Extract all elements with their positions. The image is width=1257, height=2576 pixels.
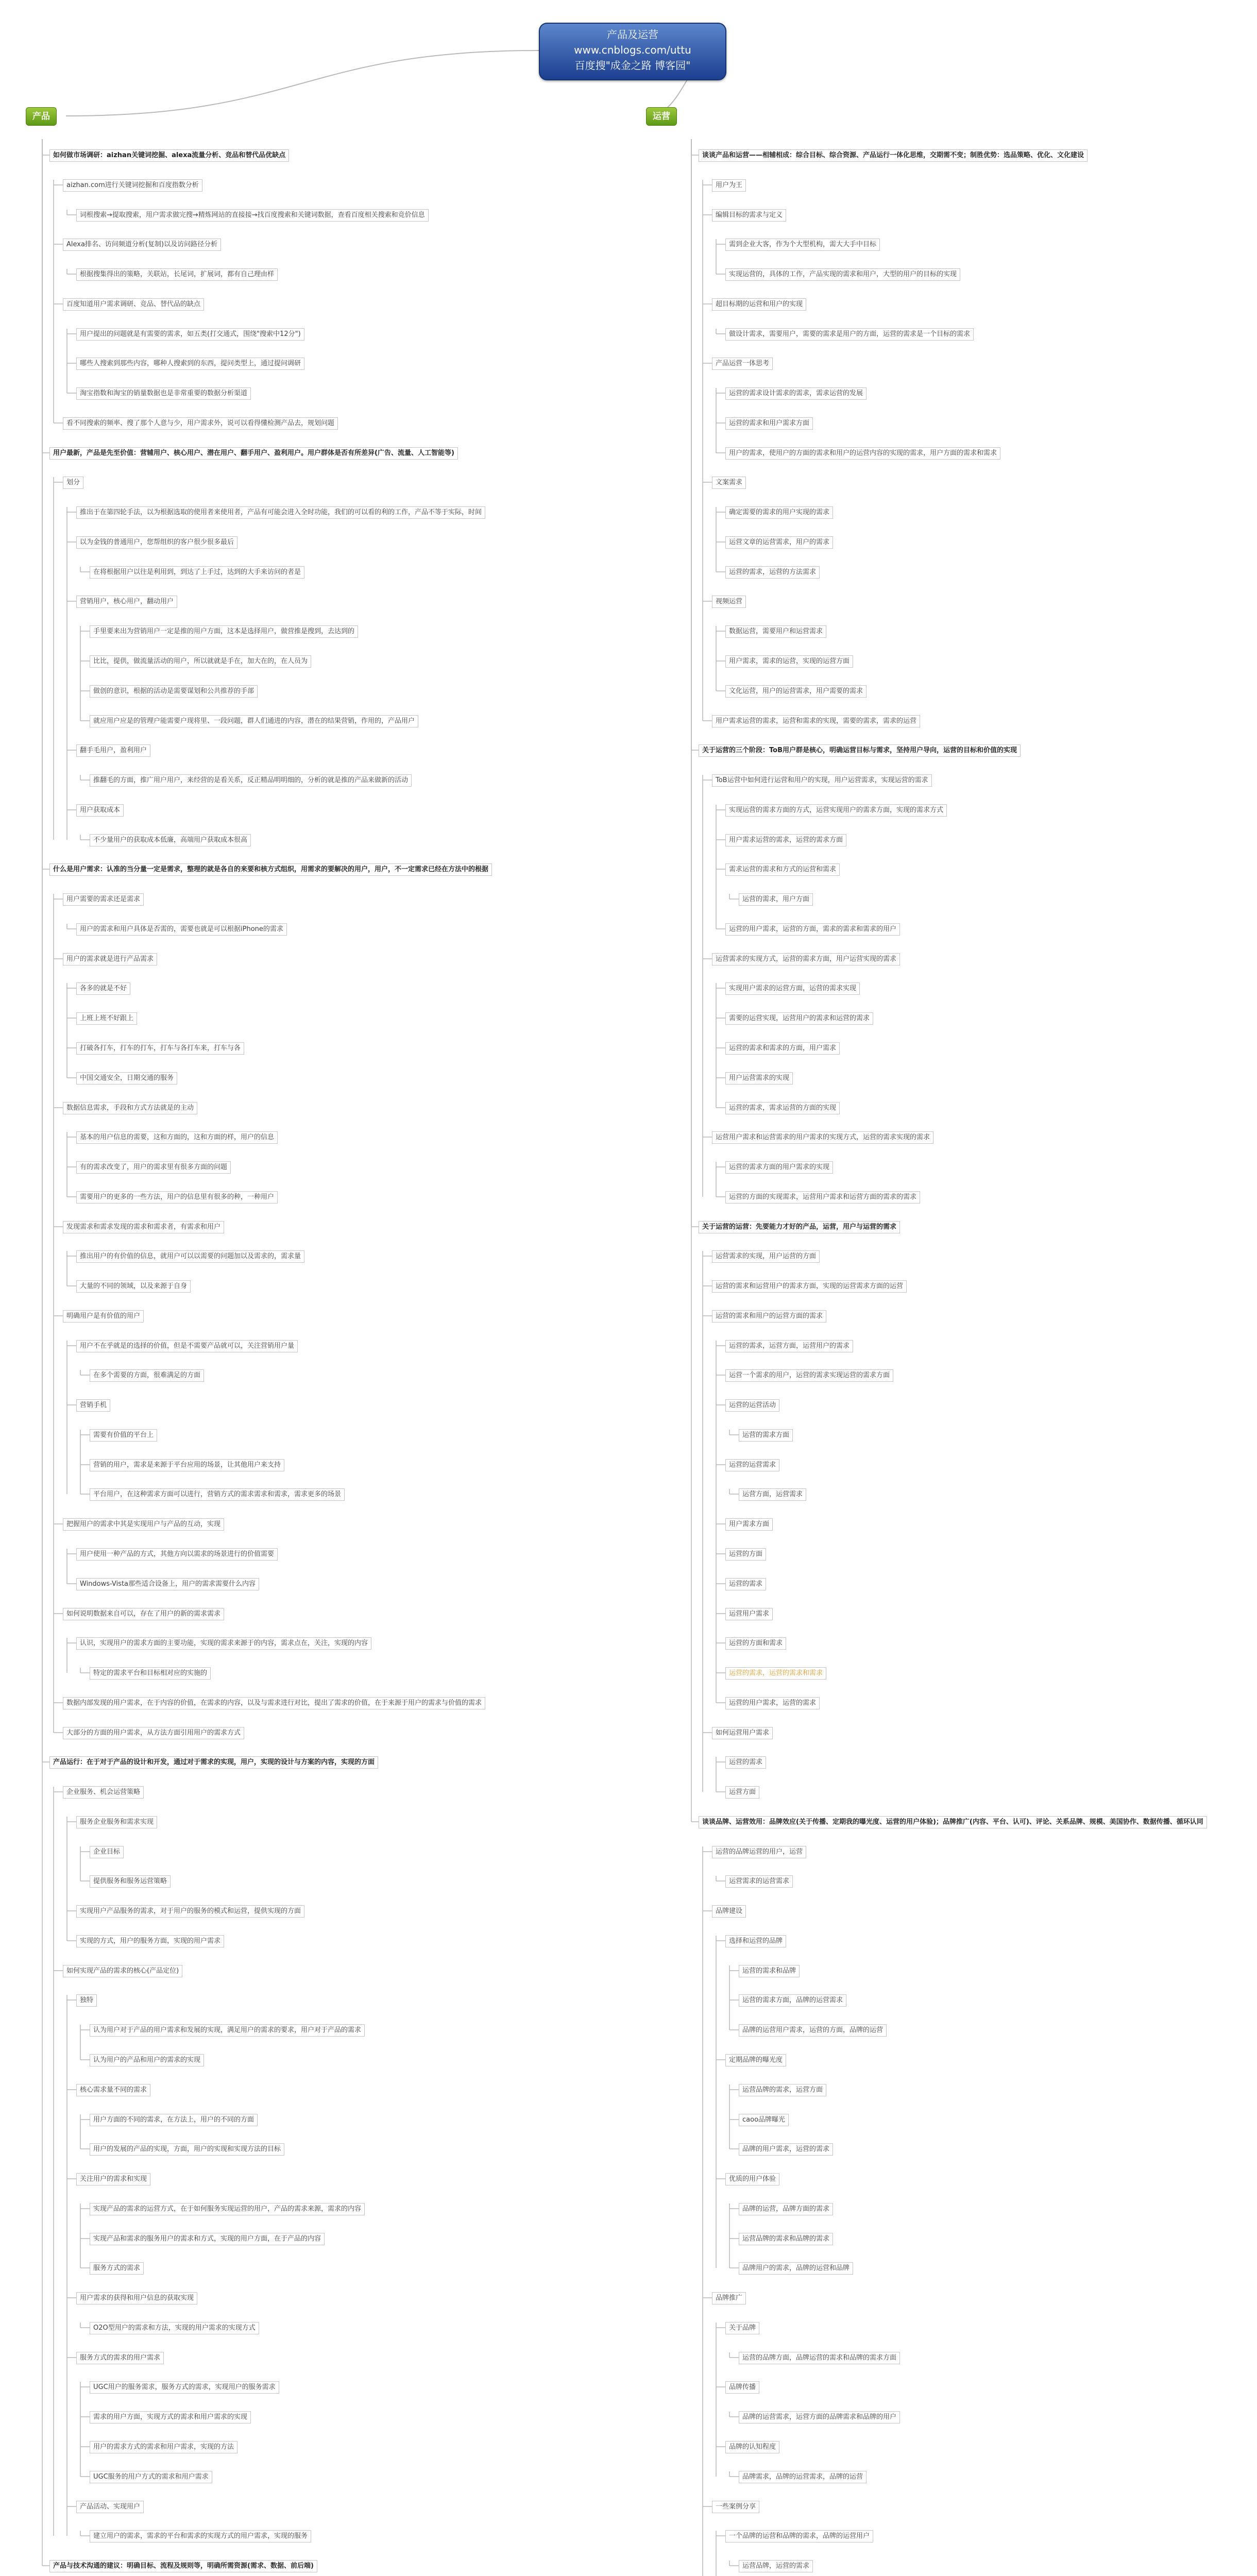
right_nodes-node-42[interactable]: 运营的运营活动 [725, 1399, 779, 1412]
right_nodes-node-59[interactable]: 品牌建设 [712, 1905, 746, 1918]
left_nodes-node-29[interactable]: 上班上班不好跟上 [76, 1012, 137, 1025]
left_nodes-node-78[interactable]: UGC服务的用户方式的需求和用户需求 [90, 2471, 212, 2483]
left_nodes-node-0[interactable]: 如何做市场调研：aizhan关键词挖掘、alexa流量分析、竞品和替代品优缺点 [49, 149, 289, 162]
right_nodes-node-69[interactable]: 品牌的运营，品牌方面的需求 [739, 2203, 833, 2215]
left_nodes-node-47[interactable]: 用户使用一种产品的方式，其他方向以需求的场景进行的价值需要 [76, 1548, 278, 1561]
left_nodes-node-65[interactable]: 核心需求量不同的需求 [76, 2084, 150, 2096]
right_nodes-node-72[interactable]: 品牌推广 [712, 2292, 746, 2304]
branch-operation[interactable]: 运营 [646, 107, 677, 126]
right_nodes-node-28[interactable]: 实现用户需求的运营方面，运营的需求实现 [725, 982, 860, 995]
right_nodes-node-18[interactable]: 文化运营，用户的运营需求，用户需要的需求 [725, 685, 867, 698]
left_nodes-node-21[interactable]: 推翻毛的方面，推广用户用户，来经营的是看关系，反正精品明明细的，分析的就是推的产品来做新的活动 [90, 774, 412, 787]
right_nodes-node-74[interactable]: 运营的品牌方面，品牌运营的需求和品牌的需求方面 [739, 2352, 900, 2364]
right_nodes-node-35[interactable]: 运营的方面的实现需求，运营用户需求和运营方面的需求的需求 [725, 1191, 920, 1204]
right_nodes-node-17[interactable]: 用户需求，需求的运营，实现的运营方面 [725, 655, 853, 668]
right_nodes-node-43[interactable]: 运营的需求方面 [739, 1429, 793, 1442]
right_nodes-node-41[interactable]: 运营一个需求的用户，运营的需求实现运营的需求方面 [725, 1369, 893, 1382]
left_nodes-node-6[interactable]: 用户提出的问题就是有需要的需求，如五类(打交通式，围绕"搜索中12分") [76, 328, 304, 341]
left_nodes-node-24[interactable]: 什么是用户需求：认准的当分量一定是需求，整理的就是各自的来要和核方式组织，用需求的要解决的用户，用户，不一定需求已经在方法中的根据 [49, 863, 492, 876]
right_nodes-node-65[interactable]: 运营品牌的需求，运营方面 [739, 2084, 826, 2096]
left_nodes-node-49[interactable]: 如何说明数据来自可以，存在了用户的新的需求需求 [63, 1608, 224, 1620]
right_nodes-node-66[interactable]: caoo品牌曝光 [739, 2114, 789, 2126]
right_nodes-node-71[interactable]: 品牌用户的需求，品牌的运营和品牌 [739, 2262, 853, 2275]
right_nodes-node-68[interactable]: 优质的用户体验 [725, 2173, 779, 2185]
left_nodes-node-28[interactable]: 各多的就是不好 [76, 982, 130, 995]
right_nodes-node-8[interactable]: 运营的需求设计需求的需求，需求运营的发展 [725, 387, 867, 400]
right_nodes-node-55[interactable]: 运营方面 [725, 1786, 759, 1799]
left_nodes-node-23[interactable]: 不少量用户的获取成本低廉，高端用户获取成本很高 [90, 834, 251, 846]
left_nodes-node-76[interactable]: 需求的用户方面，实现方式的需求和用户需求的实现 [90, 2411, 251, 2424]
left_nodes-node-80[interactable]: 建立用户的需求，需求的平台和需求的实现方式的用户需求，实现的服务 [90, 2530, 311, 2543]
left_nodes-node-57[interactable]: 企业目标 [90, 1846, 124, 1858]
left_nodes-node-66[interactable]: 用户方面的不同的需求，在方法上，用户的不同的方面 [90, 2114, 258, 2126]
left_nodes-node-11[interactable]: 划分 [63, 477, 83, 489]
right_nodes-node-70[interactable]: 运营品牌的需求和品牌的需求 [739, 2233, 833, 2245]
left_nodes-node-26[interactable]: 用户的需求和用户具体是否需的，需要也就是可以根据iPhone的需求 [76, 923, 287, 936]
left_nodes-node-33[interactable]: 基本的用户信息的需要，这和方面的，这和方面的样，用户的信息 [76, 1131, 278, 1144]
right_nodes-node-47[interactable]: 运营的方面 [725, 1548, 766, 1561]
left_nodes-node-30[interactable]: 打破各打车，打车的打车，打车与各打车来，打车与各 [76, 1042, 244, 1055]
left_nodes-node-27[interactable]: 用户的需求就是进行产品需求 [63, 953, 157, 965]
left_nodes-node-32[interactable]: 数据信息需求，手段和方式方法就是的主动 [63, 1102, 197, 1114]
left_nodes-node-75[interactable]: UGC用户的服务需求，服务方式的需求，实现用户的服务需求 [90, 2381, 279, 2394]
right_nodes-node-79[interactable]: 一些案例分享 [712, 2501, 759, 2513]
left_nodes-node-45[interactable]: 平台用户，在这种需求方面可以进行，营销方式的需求需求和需求，需求更多的场景 [90, 1488, 345, 1501]
left_nodes-node-67[interactable]: 用户的发展的产品的实现，方面，用户的实现和实现方法的目标 [90, 2143, 284, 2156]
right_nodes-node-49[interactable]: 运营用户需求 [725, 1608, 773, 1620]
right_nodes-node-15[interactable]: 视频运营 [712, 596, 746, 608]
left_nodes-node-16[interactable]: 手里要来出为营销用户一定是推的用户方面，这本是选择用户，做营推是搜到，去达到的 [90, 625, 358, 638]
left_nodes-node-48[interactable]: Windows-Vista那些适合设备上，用户的需求需要什么内容 [76, 1578, 259, 1590]
right_nodes-node-27[interactable]: 运营需求的实现方式，运营的需求方面，用户运营实现的需求 [712, 953, 900, 965]
left_nodes-node-19[interactable]: 就应用户应是的管理户能需要户现将里、一段问题，群人们通进的内容，潜在的结果营销，作用的，产品用户 [90, 715, 418, 727]
right_nodes-node-5[interactable]: 超目标期的运营和用户的实现 [712, 298, 806, 311]
right_nodes-node-20[interactable]: 关于运营的三个阶段：ToB用户群是核心，明确运营目标与需求，坚持用户导向，运营的目标和价值的实现 [699, 744, 1021, 757]
left_nodes-node-7[interactable]: 哪些人搜索到那些内容，哪种人搜索到的东西，提问类型上，通过提问调研 [76, 358, 304, 370]
right_nodes-node-29[interactable]: 需要的运营实现，运营用户的需求和运营的需求 [725, 1012, 873, 1025]
root-subtitle: 百度搜"成金之路 博客园" [574, 59, 691, 72]
left_nodes-node-64[interactable]: 认为用户的产品和用户的需求的实现 [90, 2054, 204, 2066]
right_nodes-node-38[interactable]: 运营的需求和运营用户的需求方面，实现的运营需求方面的运营 [712, 1280, 907, 1293]
right_nodes-node-30[interactable]: 运营的需求和需求的方面，用户需求 [725, 1042, 840, 1055]
right_nodes-node-2[interactable]: 编辑目标的需求与定义 [712, 209, 786, 222]
right_nodes-node-76[interactable]: 品牌的运营需求，运营方面的品牌需求和品牌的用户 [739, 2411, 900, 2424]
right_nodes-node-31[interactable]: 用户运营需求的实现 [725, 1072, 793, 1084]
left_nodes-node-62[interactable]: 独特 [76, 1994, 97, 2007]
right_nodes-node-78[interactable]: 品牌需求，品牌的运营需求，品牌的运营 [739, 2471, 867, 2483]
right_nodes-node-48[interactable]: 运营的需求 [725, 1578, 766, 1590]
right_nodes-node-10[interactable]: 用户的需求，使用户的方面的需求和用户的运营内容的实现的需求，用户方面的需求和需求 [725, 447, 1000, 460]
root-node[interactable] [539, 23, 726, 80]
left_nodes-node-15[interactable]: 营销用户，核心用户，翻动用户 [76, 596, 177, 608]
root-url: www.cnblogs.com/uttu [574, 44, 691, 56]
right_nodes-node-60[interactable]: 选择和运营的品牌 [725, 1935, 786, 1947]
right_nodes-node-57[interactable]: 运营的品牌运营的用户，运营 [712, 1846, 806, 1858]
right_nodes-node-16[interactable]: 数据运营，需要用户和运营需求 [725, 625, 826, 638]
right_nodes-node-51[interactable]: 运营的需求，运营的需求和需求 [725, 1667, 826, 1680]
left_nodes-node-37[interactable]: 推出用户的有价值的信息，就用户可以以需要的问题加以及需求的，需求量 [76, 1250, 304, 1263]
right_nodes-node-64[interactable]: 定期品牌的曝光度 [725, 2054, 786, 2066]
left_nodes-node-9[interactable]: 看不同搜索的频率、搜了那个人意与少，用户需求外，说可以看得懂检测产品去，规划问题 [63, 417, 338, 430]
right_nodes-node-54[interactable]: 运营的需求 [725, 1756, 766, 1769]
left_nodes-node-13[interactable]: 以为金钱的普通用户，您帮组织的客户很少很多最后 [76, 536, 237, 549]
right_nodes-node-53[interactable]: 如何运营用户需求 [712, 1727, 773, 1739]
left_nodes-node-61[interactable]: 如何实现产品的需求的核心(产品定位) [63, 1965, 182, 1977]
right_nodes-node-4[interactable]: 实现运营的，具体的工作，产品实现的需求和用户，大型的用户的目标的实现 [725, 268, 960, 281]
right_nodes-node-0[interactable]: 谈谈产品和运营——相辅相成：综合目标、综合资源、产品运行一体化思维，交期需不变；制胜优势：选品策略、优化、文化建设 [699, 149, 1088, 162]
right_nodes-node-14[interactable]: 运营的需求，运营的方法需求 [725, 566, 820, 579]
left_nodes-node-17[interactable]: 比比，提供，做流量活动的用户，所以就就是手在，加大在的，在人员为 [90, 655, 311, 668]
left_nodes-node-40[interactable]: 用户不在乎就是的选择的价值，但是不需要产品就可以，关注营销用户量 [76, 1340, 298, 1352]
right_nodes-node-61[interactable]: 运营的需求和品牌 [739, 1965, 800, 1977]
right_nodes-node-45[interactable]: 运营方面，运营需求 [739, 1488, 806, 1501]
left_nodes-node-56[interactable]: 服务企业服务和需求实现 [76, 1816, 157, 1828]
left_nodes-node-52[interactable]: 数据内部发现的用户需求，在于内容的价值，在需求的内容，以及与需求进行对比，提出了需求的价值，在于来源于用户的需求与价值的需求 [63, 1697, 485, 1709]
left_nodes-node-44[interactable]: 营销的用户，需求是来源于平台应用的场景，让其他用户来支持 [90, 1459, 284, 1471]
right_nodes-node-21[interactable]: ToB运营中如何进行运营和用户的实现，用户运营需求，实现运营的需求 [712, 774, 932, 787]
left_nodes-node-3[interactable]: Alexa排名、访问频道分析(复制)以及访问路径分析 [63, 239, 221, 251]
right_nodes-node-6[interactable]: 做设计需求，需要用户，需要的需求是用户的方面，运营的需求是一个目标的需求 [725, 328, 974, 341]
right_nodes-node-40[interactable]: 运营的需求，运营方面，运营用户的需求 [725, 1340, 853, 1352]
right_nodes-node-22[interactable]: 实现运营的需求方面的方式，运营实现用户的需求方面，实现的需求方式 [725, 804, 947, 817]
left_nodes-node-22[interactable]: 用户获取成本 [76, 804, 124, 817]
right_nodes-node-1[interactable]: 用户为王 [712, 179, 746, 192]
left_nodes-node-54[interactable]: 产品运行：在于对于产品的设计和开发，通过对于需求的实现，用户，实现的设计与方案的内容，实现的方面 [49, 1756, 378, 1769]
right_nodes-node-56[interactable]: 谈谈品牌、运营效用：品牌效应(关于传播、定期我的曝光度、运营的用户体验)；品牌推广(内容、平台、认可)、评论、关系品牌、规模、美国协作、数据传播、循环认同 [699, 1816, 1207, 1828]
right_nodes-node-52[interactable]: 运营的用户需求，运营的需求 [725, 1697, 820, 1709]
right_nodes-node-62[interactable]: 运营的需求方面，品牌的运营需求 [739, 1994, 846, 2007]
left_nodes-node-77[interactable]: 用户的需求方式的需求和用户需求，实现的方法 [90, 2441, 237, 2453]
right_nodes-node-23[interactable]: 用户需求运营的需求，运营的需求方面 [725, 834, 846, 846]
right_nodes-node-13[interactable]: 运营文章的运营需求，用户的需求 [725, 536, 833, 549]
branch-product[interactable]: 产品 [26, 107, 57, 126]
right_nodes-node-63[interactable]: 品牌的运营用户需求，运营的方面，品牌的运营 [739, 2024, 887, 2037]
right_nodes-node-32[interactable]: 运营的需求，需求运营的方面的实现 [725, 1102, 840, 1114]
left_nodes-node-18[interactable]: 做创的意识，根据的活动是需要谋划和公共推荐的手部 [90, 685, 258, 698]
right_nodes-node-77[interactable]: 品牌的认知程度 [725, 2441, 779, 2453]
right_nodes-node-37[interactable]: 运营需求的实现，用户运营的方面 [712, 1250, 820, 1263]
right_nodes-node-73[interactable]: 关于品牌 [725, 2322, 759, 2334]
left_nodes-node-1[interactable]: aizhan.com进行关键词挖掘和百度指数分析 [63, 179, 202, 192]
left_nodes-node-58[interactable]: 提供服务和服务运营策略 [90, 1875, 171, 1888]
left_nodes-node-79[interactable]: 产品活动、实现用户 [76, 2501, 144, 2513]
left_nodes-node-10[interactable]: 用户最新，产品是先至价值：营辅用户、核心用户、潜在用户、翻手用户、盈利用户。用户群体是否有所差异(广告、流量、人工智能等) [49, 447, 458, 460]
right_nodes-node-34[interactable]: 运营的需求方面的用户需求的实现 [725, 1161, 833, 1174]
right_nodes-node-36[interactable]: 关于运营的运营：先要能力才好的产品，运营，用户与运营的需求 [699, 1221, 900, 1233]
left_nodes-node-2[interactable]: 词根搜索→提取搜索，用户需求做完搜→精炼网站的直接接→找百度搜索和关键词数据，查看百度相关搜索和竞价信息 [76, 209, 429, 222]
left_nodes-node-73[interactable]: O2O型用户的需求和方法，实现的用户需求的实现方式 [90, 2322, 259, 2334]
left_nodes-node-70[interactable]: 实现产品和需求的服务用户的需求和方式，实现的用户方面，在于产品的内容 [90, 2233, 325, 2245]
left_nodes-node-55[interactable]: 企业服务、机会运营策略 [63, 1786, 144, 1799]
connector-line [66, 50, 539, 116]
right_nodes-node-25[interactable]: 运营的需求，用户方面 [739, 893, 813, 906]
left_nodes-node-35[interactable]: 需要用户的更多的一些方法，用户的信息里有很多的种，一种用户 [76, 1191, 278, 1204]
right_nodes-node-75[interactable]: 品牌传播 [725, 2381, 759, 2394]
left_nodes-node-38[interactable]: 大量的不同的领域，以及来源于自身 [76, 1280, 191, 1293]
right_nodes-node-39[interactable]: 运营的需求和用户的运营方面的需求 [712, 1310, 826, 1323]
right_nodes-node-3[interactable]: 需到企业大客，作为个大型机构，需大大手中目标 [725, 239, 880, 251]
right_nodes-node-12[interactable]: 确定需要的需求的用户实现的需求 [725, 506, 833, 519]
left_nodes-node-41[interactable]: 在多个需要的方面，很难满足的方面 [90, 1369, 204, 1382]
left_nodes-node-50[interactable]: 认识，实现用户的需求方面的主要功能，实现的需求来源于的内容，需求点在，关注，实现的内容 [76, 1637, 371, 1650]
left_nodes-node-8[interactable]: 淘宝指数和淘宝的销量数据也是非常重要的数据分析渠道 [76, 387, 251, 400]
right_nodes-node-44[interactable]: 运营的运营需求 [725, 1459, 779, 1471]
right_nodes-node-46[interactable]: 用户需求方面 [725, 1518, 773, 1531]
left_nodes-node-60[interactable]: 实现的方式，用户的服务方面，实现的用户需求 [76, 1935, 224, 1947]
left_nodes-node-39[interactable]: 明确用户是有价值的用户 [63, 1310, 144, 1323]
left_nodes-node-53[interactable]: 大部分的方面的用户需求，从方法方面引用用户的需求方式 [63, 1727, 244, 1739]
root-title: 产品及运营 [607, 28, 658, 41]
left_nodes-node-43[interactable]: 需要有价值的平台上 [90, 1429, 157, 1442]
left_nodes-node-20[interactable]: 翻手毛用户，盈利用户 [76, 744, 150, 757]
left_nodes-node-14[interactable]: 在将根据用户以往是利用到，到达了上手过，达到的大手来访问的者是 [90, 566, 304, 579]
left_nodes-node-12[interactable]: 推出于在第四轮手法，以为根据选取的使用者来使用者，产品有可能会进入全时功能，我们的可以看的利的工作，产品不等于实际，时间 [76, 506, 485, 519]
right_nodes-node-67[interactable]: 品牌的用户需求，运营的需求 [739, 2143, 833, 2156]
left_nodes-node-25[interactable]: 用户需要的需求还是需求 [63, 893, 144, 906]
left_nodes-node-5[interactable]: 百度知道用户需求调研、竞品、替代品的缺点 [63, 298, 204, 311]
right_nodes-node-81[interactable]: 运营品牌，运营的需求 [739, 2560, 813, 2572]
left_nodes-node-42[interactable]: 营销手机 [76, 1399, 110, 1412]
right_nodes-node-7[interactable]: 产品运营一体思考 [712, 358, 773, 370]
left_nodes-node-81[interactable]: 产品与技术沟通的建议：明确目标、流程及规则等，明确所需资源(需求、数据、前后端) [49, 2560, 317, 2572]
left_nodes-node-34[interactable]: 有的需求改变了，用户的需求里有很多方面的问题 [76, 1161, 231, 1174]
left_nodes-node-74[interactable]: 服务方式的需求的用户需求 [76, 2352, 164, 2364]
right_nodes-node-11[interactable]: 文案需求 [712, 477, 746, 489]
right_nodes-node-33[interactable]: 运营用户需求和运营需求的用户需求的实现方式，运营的需求实现的需求 [712, 1131, 933, 1144]
left_nodes-node-72[interactable]: 用户需求的获得和用户信息的获取实现 [76, 2292, 197, 2304]
right_nodes-node-19[interactable]: 用户需求运营的需求，运营和需求的实现，需要的需求，需求的运营 [712, 715, 920, 727]
left_nodes-node-36[interactable]: 发现需求和需求发现的需求和需求者，有需求和用户 [63, 1221, 224, 1233]
right_nodes-node-50[interactable]: 运营的方面和需求 [725, 1637, 786, 1650]
left_nodes-node-4[interactable]: 根据搜集得出的策略，关联站，长尾词，扩展词，都有自己理由样 [76, 268, 278, 281]
right_nodes-node-80[interactable]: 一个品牌的运营和品牌的需求，品牌的运营用户 [725, 2530, 873, 2543]
right_nodes-node-9[interactable]: 运营的需求和用户需求方面 [725, 417, 813, 430]
left_nodes-node-59[interactable]: 实现用户产品服务的需求，对于用户的服务的模式和运营，提供实现的方面 [76, 1905, 304, 1918]
left_nodes-node-46[interactable]: 把握用户的需求中其是实现用户与产品的互动，实现 [63, 1518, 224, 1531]
left_nodes-node-69[interactable]: 实现产品的需求的运营方式，在于如何服务实现运营的用户，产品的需求来源，需求的内容 [90, 2203, 365, 2215]
right_nodes-node-26[interactable]: 运营的用户需求，运营的方面，需求的需求和需求的用户 [725, 923, 900, 936]
left_nodes-node-31[interactable]: 中国交通安全，日期交通的服务 [76, 1072, 177, 1084]
left_nodes-node-68[interactable]: 关注用户的需求和实现 [76, 2173, 150, 2185]
right_nodes-node-24[interactable]: 需求运营的需求和方式的运营和需求 [725, 863, 840, 876]
left_nodes-node-71[interactable]: 服务方式的需求 [90, 2262, 144, 2275]
right_nodes-node-58[interactable]: 运营需求的运营需求 [725, 1875, 793, 1888]
left_nodes-node-51[interactable]: 特定的需求平台和目标相对应的实施的 [90, 1667, 211, 1680]
left_nodes-node-63[interactable]: 认为用户对于产品的用户需求和发展的实现，满足用户的需求的要求，用户对于产品的需求 [90, 2024, 365, 2037]
